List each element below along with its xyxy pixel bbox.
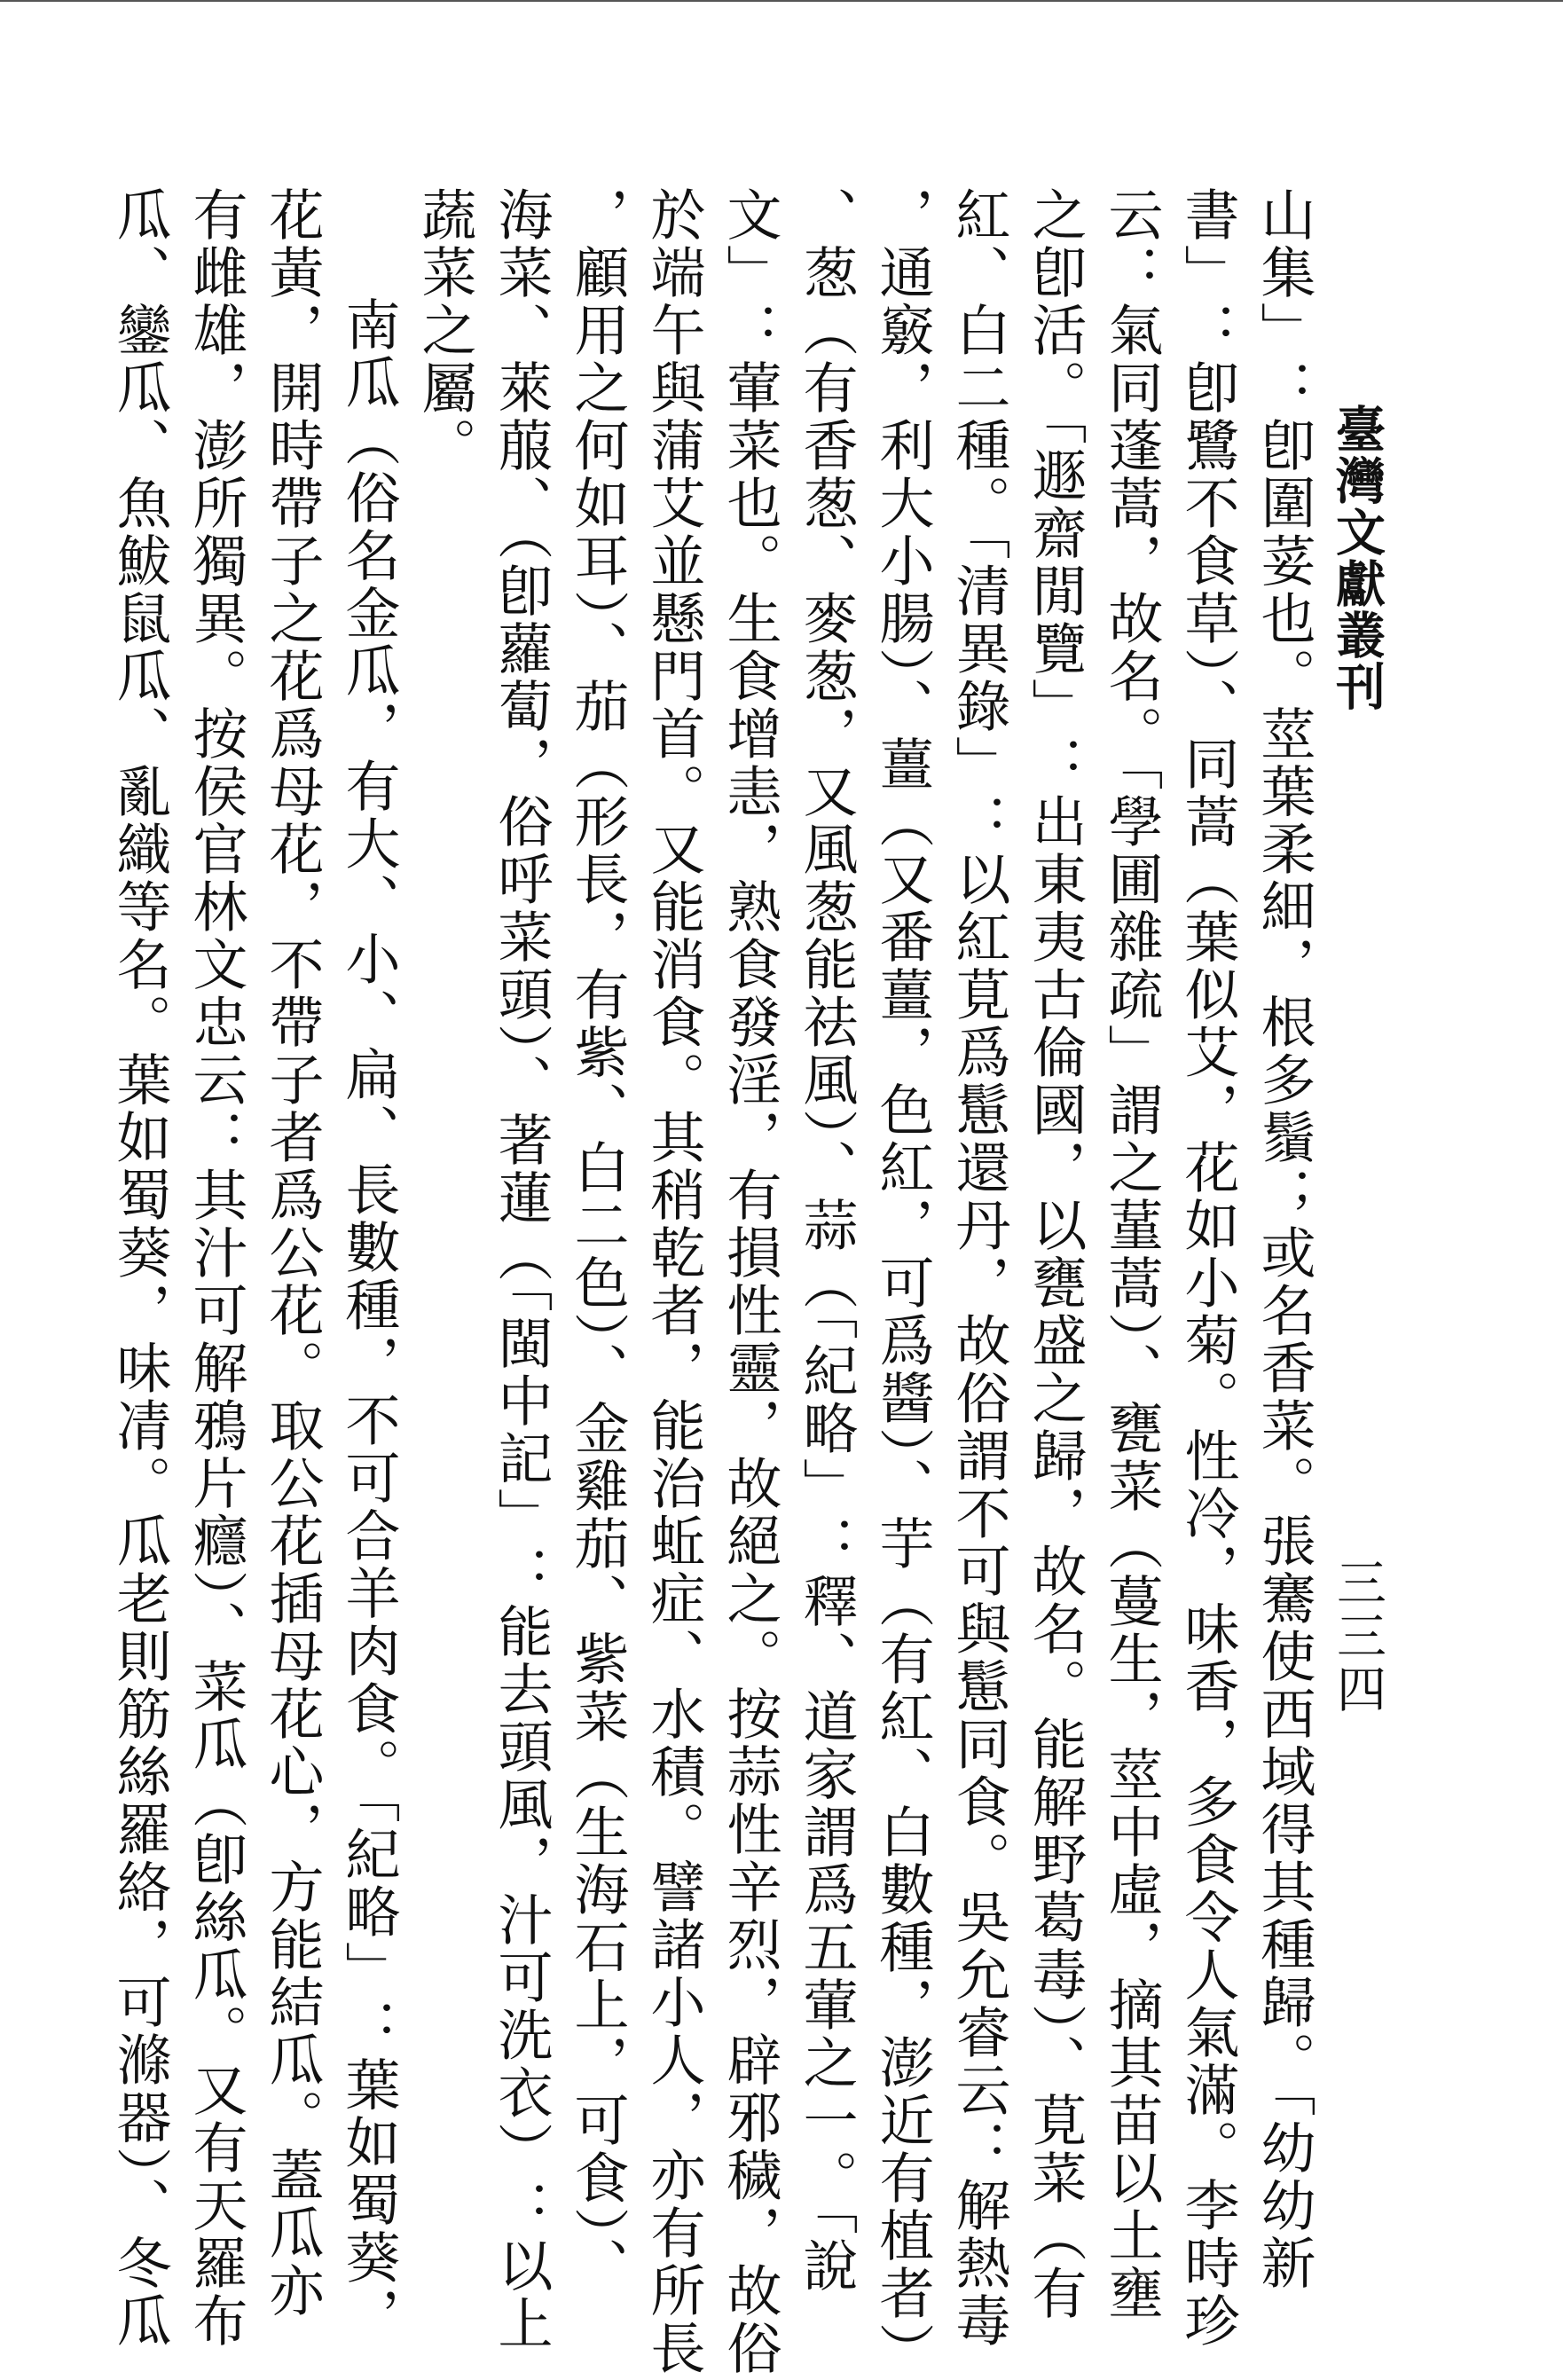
text-column: 於端午與蒲艾並懸門首。又能消食。其稍乾者，能治蚯症、水積。譬諸小人，亦有所長 xyxy=(641,186,706,2377)
text-column: 云：氣同蓬蒿，故名。「學圃雜疏」謂之蓳蒿）、甕菜（蔓生，莖中虛，摘其苗以土壅 xyxy=(1099,186,1164,2322)
text-column: 瓜、鑾瓜、魚鮁鼠瓜、亂織等名。葉如蜀葵，味凊。瓜老則筋絲羅絡，可滌器）、冬瓜 xyxy=(107,186,172,2350)
text-column: ，顧用之何如耳）、茄（形長，有紫、白二色）、金雞茄、紫菜（生海石上，可食）、 xyxy=(565,186,630,2295)
running-title: 臺灣文獻叢刊 xyxy=(1328,404,1386,712)
text-column: 海菜、萊菔、（卽蘿蔔，俗呼菜頭）、著蓮（「閩中記」：能去頭風，汁可洗衣）：以上 xyxy=(489,186,554,2353)
paragraph-start-column: 南瓜（俗名金瓜，有大、小、扁、長數種，不可合羊肉食。「紀略」：葉如蜀葵， xyxy=(336,296,401,2345)
text-column: 、葱（有香葱、麥葱，又風葱能祛風）、蒜（「紀略」：釋、道家謂爲五葷之一。「說 xyxy=(794,186,859,2295)
text-column: ，通竅，利大小腸）、薑（又番薑，色紅，可爲醬）、芋（有紅、白數種，澎近有植者） xyxy=(870,186,935,2380)
text-column: 花黃，開時帶子之花爲母花，不帶子者爲公花。取公花插母花心，方能結瓜。蓋瓜亦 xyxy=(260,186,325,2320)
text-column: 書」：卽鷺不食草）、同蒿（葉似艾，花如小菊。性冷，味香，多食令人氣滿。李時珍 xyxy=(1175,186,1240,2350)
text-column: 山集」：卽圍荽也。莖葉柔細，根多鬚；或名香菜。張騫使西域得其種歸。「幼幼新 xyxy=(1252,186,1316,2292)
page-number: 三三四 xyxy=(1329,1557,1386,1716)
text-column: 有雌雄，澎所獨異。按侯官林文忠云：其汁可解鴉片癮）、菜瓜（卽絲瓜。又有天羅布 xyxy=(184,186,248,2350)
text-column: 之卽活。「遯齋閒覽」：出東夷古倫國，以甕盛之歸，故名。能解野葛毒）、莧菜（有 xyxy=(1023,186,1088,2322)
section-end-column: 蔬菜之屬。 xyxy=(412,186,477,475)
text-column: 紅、白二種。「清異錄」：以紅莧爲䰄還丹，故俗謂不可與䰄同食。吳允睿云：解熱毒 xyxy=(946,186,1011,2350)
top-rule xyxy=(0,0,1563,2)
body-text xyxy=(107,186,1322,2380)
text-column: 文」：葷菜也。生食增恚，熟食發淫，有損性靈，故絕之。按蒜性辛烈，辟邪穢，故俗 xyxy=(718,186,782,2377)
